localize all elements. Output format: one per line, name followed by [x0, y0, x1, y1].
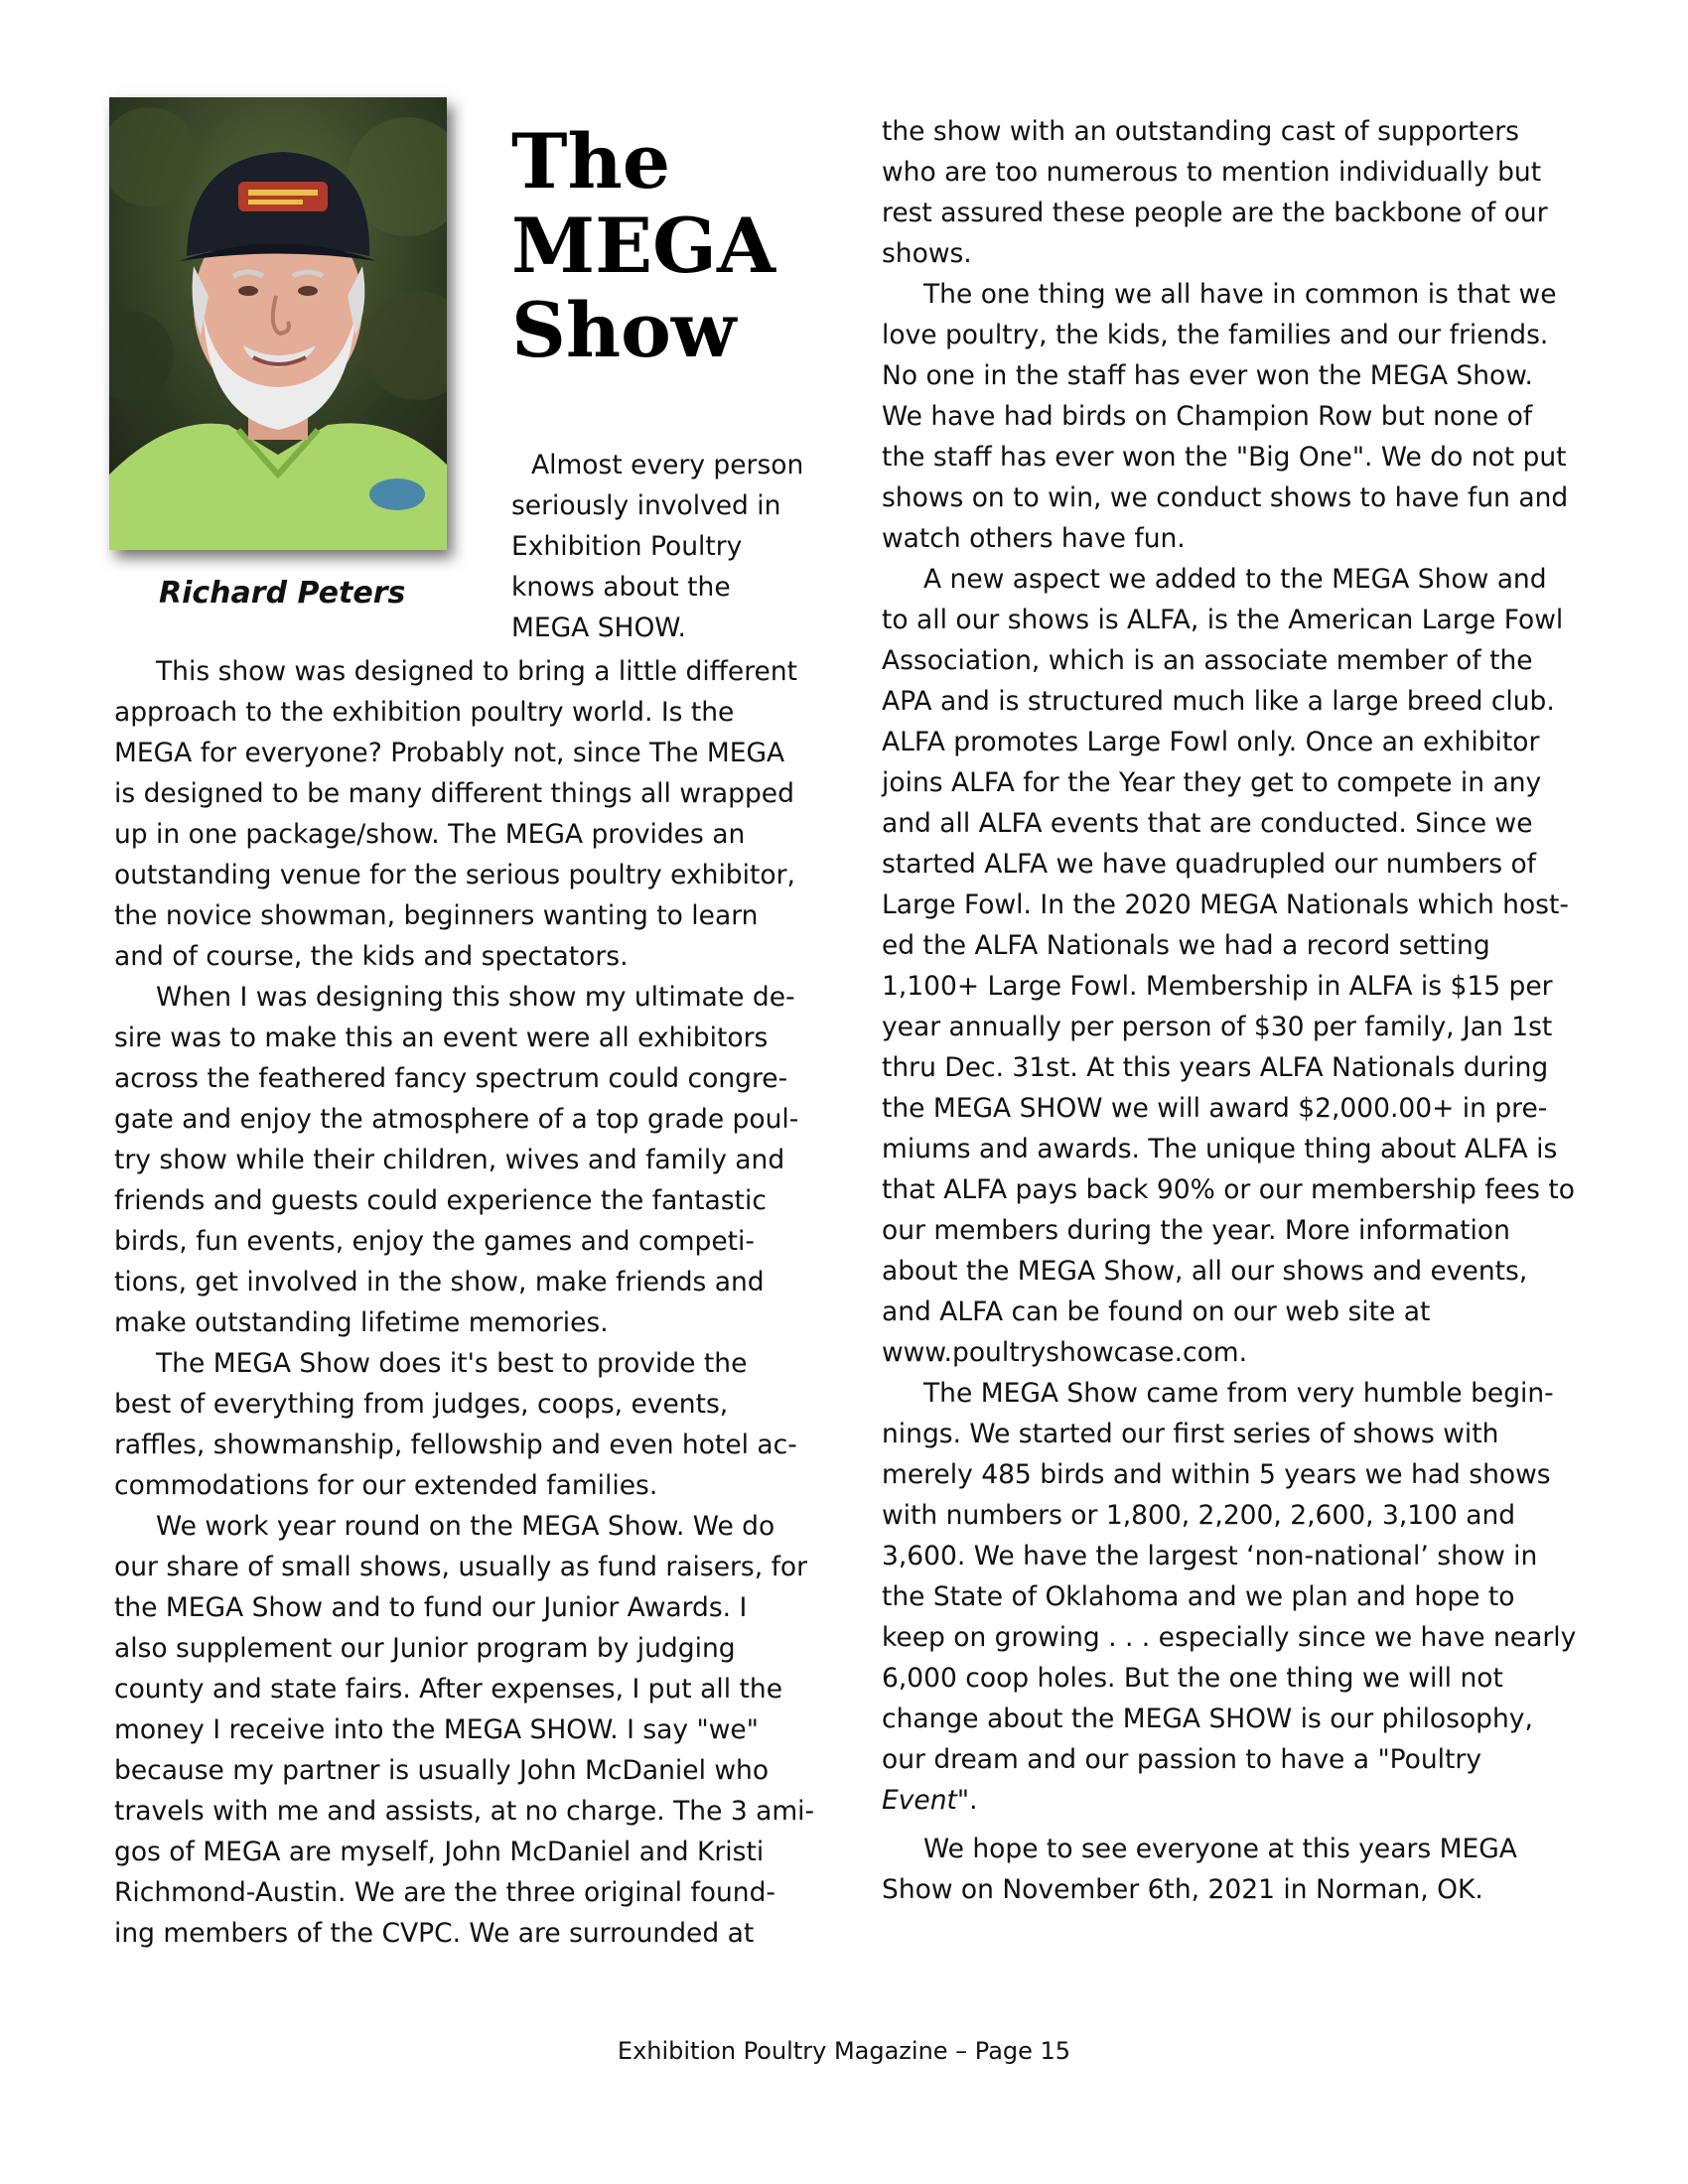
text-line: our members during the year. More information	[882, 1215, 1510, 1246]
text-line: joins ALFA for the Year they get to compete in any	[882, 767, 1542, 798]
text-line: When I was designing this show my ultimate de-	[156, 982, 795, 1013]
text-line: try show while their children, wives and family and	[114, 1145, 785, 1175]
author-photo-image	[109, 97, 447, 550]
text-line: and ALFA can be found on our web site at	[882, 1297, 1431, 1327]
text-line: www.poultryshowcase.com.	[882, 1337, 1248, 1368]
text-line: raffles, showmanship, fellowship and even hotel ac-	[114, 1430, 797, 1460]
paragraph	[882, 559, 1597, 1373]
text-line: the MEGA SHOW we will award $2,000.00+ in pre-	[882, 1093, 1548, 1124]
text-line: up in one package/show. The MEGA provides an	[114, 819, 746, 850]
text-line: and of course, the kids and spectators.	[114, 941, 629, 972]
text-line: our dream and our passion to have a "Poultry	[882, 1744, 1482, 1775]
text-line: county and state fairs. After expenses, I put all the	[114, 1674, 782, 1705]
text-line: Exhibition Poultry	[511, 531, 743, 562]
text-line: make outstanding lifetime memories.	[114, 1307, 609, 1338]
title-line: MEGA	[511, 202, 775, 290]
text-line: Richmond-Austin. We are the three original found-	[114, 1877, 775, 1908]
text-line: seriously involved in	[511, 490, 781, 521]
text-line: The MEGA Show came from very humble begin-	[923, 1378, 1554, 1409]
text-line: We have had birds on Champion Row but none of	[882, 401, 1533, 432]
text-line: started ALFA we have quadrupled our numbers of	[882, 849, 1536, 880]
text-line: best of everything from judges, coops, events,	[114, 1389, 729, 1420]
text-line: merely 485 birds and within 5 years we had shows	[882, 1459, 1551, 1490]
text-line: the State of Oklahoma and we plan and hope to	[882, 1581, 1515, 1612]
text-line: Association, which is an associate member of the	[882, 645, 1533, 676]
text-fragment: ".	[956, 1785, 978, 1816]
text-line: change about the MEGA SHOW is our philosophy,	[882, 1704, 1533, 1734]
text-line: year annually per person of $30 per family, Jan 1st	[882, 1012, 1553, 1042]
page-footer: Exhibition Poultry Magazine – Page 15	[617, 2037, 1071, 2065]
text-line: 6,000 coop holes. But the one thing we will not	[882, 1663, 1503, 1694]
paragraph	[114, 1343, 829, 1506]
text-line: A new aspect we added to the MEGA Show and	[923, 564, 1547, 595]
right-column	[882, 111, 1597, 1910]
text-line: No one in the staff has ever won the MEGA Show.	[882, 360, 1533, 391]
text-line: 1,100+ Large Fowl. Membership in ALFA is $15 per	[882, 971, 1553, 1002]
text-line: outstanding venue for the serious poultry exhibitor,	[114, 860, 795, 890]
text-line: with numbers or 1,800, 2,200, 2,600, 3,100 and	[882, 1500, 1516, 1531]
text-line: gos of MEGA are myself, John McDaniel and Kristi	[114, 1837, 765, 1867]
text-line: money I receive into the MEGA SHOW. I say "we"	[114, 1714, 759, 1745]
text-line: who are too numerous to mention individually but	[882, 157, 1542, 188]
text-line: shows.	[882, 238, 972, 269]
text-line: miums and awards. The unique thing about ALFA is	[882, 1134, 1558, 1164]
paragraph	[114, 977, 829, 1343]
text-line: The one thing we all have in common is that we	[923, 279, 1557, 310]
paragraph	[882, 274, 1597, 559]
text-line: about the MEGA Show, all our shows and events,	[882, 1256, 1528, 1287]
text-line: keep on growing . . . especially since we have nearly	[882, 1622, 1577, 1653]
text-line: Large Fowl. In the 2020 MEGA Nationals which host-	[882, 889, 1569, 920]
text-line: commodations for our extended families.	[114, 1470, 658, 1501]
text-line: tions, get involved in the show, make friends and	[114, 1267, 765, 1297]
text-line: approach to the exhibition poultry world. Is the	[114, 697, 735, 728]
text-line: the show with an outstanding cast of supporters	[882, 116, 1519, 147]
text-line: MEGA SHOW.	[511, 613, 686, 643]
text-line: The MEGA Show does it's best to provide the	[156, 1348, 748, 1379]
text-line: also supplement our Junior program by judging	[114, 1633, 736, 1664]
text-line: across the feathered fancy spectrum could congre-	[114, 1063, 788, 1094]
text-line: Show on November 6th, 2021 in Norman, OK.	[882, 1874, 1483, 1905]
text-line	[882, 1780, 1597, 1821]
italic-word: Event	[882, 1785, 957, 1816]
text-line: gate and enjoy the atmosphere of a top grade poul-	[114, 1104, 799, 1135]
paragraph	[882, 1373, 1597, 1821]
text-line: travels with me and assists, at no charge. The 3 ami-	[114, 1796, 815, 1827]
text-line: thru Dec. 31st. At this years ALFA Nationals during	[882, 1052, 1549, 1083]
text-line: because my partner is usually John McDaniel who	[114, 1755, 770, 1786]
text-line: friends and guests could experience the fantastic	[114, 1185, 767, 1216]
text-line: ALFA promotes Large Fowl only. Once an exhibitor	[882, 727, 1540, 757]
title-line: Show	[511, 286, 737, 374]
paragraph	[882, 111, 1597, 274]
text-line: rest assured these people are the backbone of our	[882, 198, 1548, 228]
author-photo	[109, 97, 447, 550]
text-line: the novice showman, beginners wanting to learn	[114, 900, 759, 931]
text-line: Almost every person	[531, 450, 804, 480]
article-title	[511, 119, 809, 372]
paragraph	[114, 651, 829, 977]
text-line: watch others have fun.	[882, 523, 1186, 554]
text-line: sire was to make this an event were all exhibitors	[114, 1023, 769, 1053]
text-line: birds, fun events, enjoy the games and competi-	[114, 1226, 755, 1257]
intro-paragraph	[511, 445, 829, 648]
text-line: the staff has ever won the "Big One". We do not put	[882, 442, 1567, 473]
text-line: 3,600. We have the largest ‘non-national’ show in	[882, 1541, 1538, 1571]
text-line: We work year round on the MEGA Show. We do	[156, 1511, 775, 1542]
text-line: to all our shows is ALFA, is the American Large Fowl	[882, 605, 1564, 635]
text-line: our share of small shows, usually as fund raisers, for	[114, 1552, 808, 1582]
text-line: is designed to be many different things all wrapped	[114, 778, 794, 809]
text-line: ing members of the CVPC. We are surrounded at	[114, 1918, 755, 1949]
text-line: the MEGA Show and to fund our Junior Awards. I	[114, 1592, 748, 1623]
title-line: The	[511, 117, 671, 205]
text-line: This show was designed to bring a little different	[156, 656, 798, 687]
text-line: shows on to win, we conduct shows to have fun and	[882, 482, 1569, 513]
left-column	[114, 651, 829, 1954]
photo-caption: Richard Peters	[159, 576, 406, 611]
paragraph	[114, 1506, 829, 1954]
text-line: We hope to see everyone at this years MEGA	[923, 1834, 1517, 1864]
text-line: nings. We started our first series of shows with	[882, 1419, 1499, 1449]
text-line: APA and is structured much like a large breed club.	[882, 686, 1555, 717]
text-line: and all ALFA events that are conducted. Since we	[882, 808, 1533, 839]
text-line: love poultry, the kids, the families and our friends.	[882, 320, 1549, 350]
paragraph	[882, 1829, 1597, 1910]
text-line: ed the ALFA Nationals we had a record setting	[882, 930, 1490, 961]
text-line: knows about the	[511, 572, 731, 603]
text-line: MEGA for everyone? Probably not, since The MEGA	[114, 738, 785, 768]
text-line: that ALFA pays back 90% or our membership fees to	[882, 1174, 1575, 1205]
